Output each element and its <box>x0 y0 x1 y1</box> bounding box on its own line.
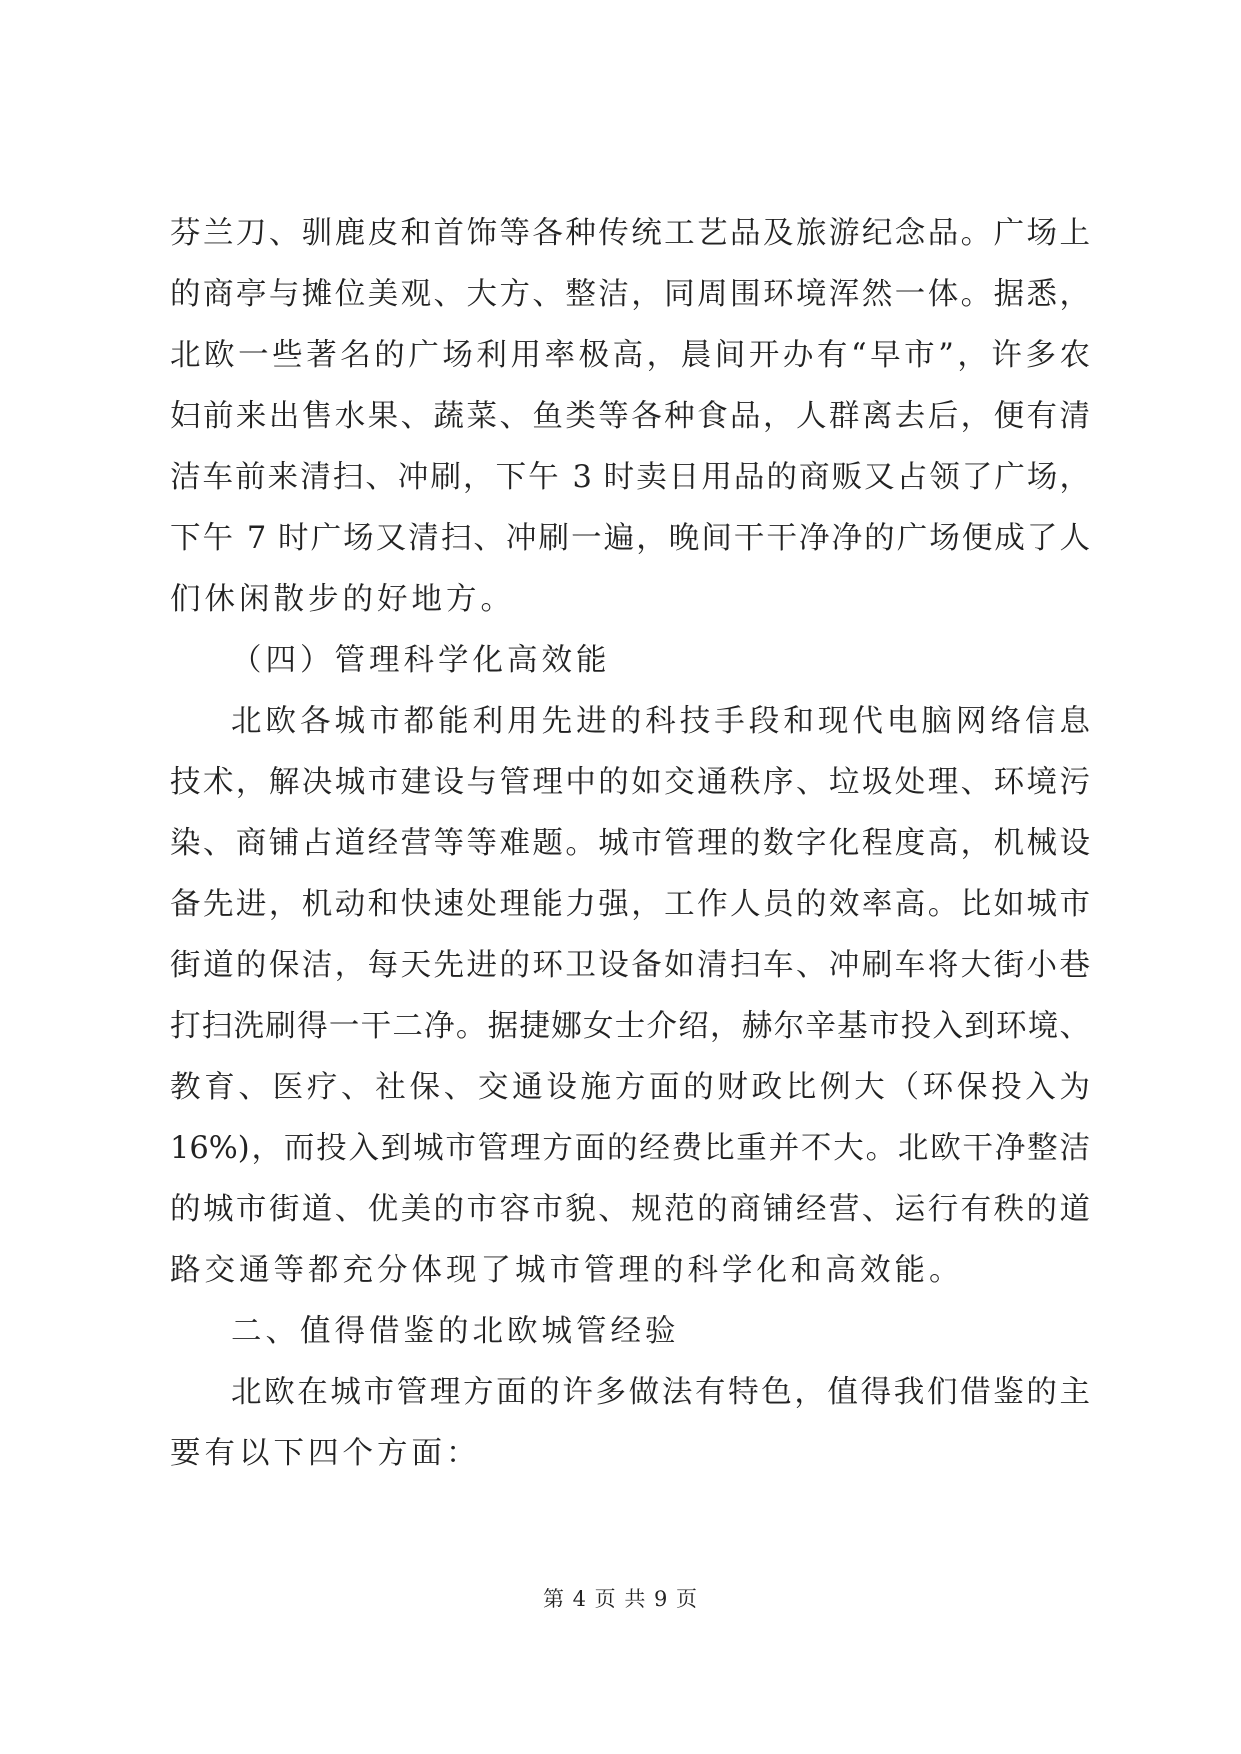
text-line: （四）管理科学化高效能 <box>231 643 611 678</box>
text-line: 北欧各城市都能利用先进的科技手段和现代电脑网络信息 <box>231 704 1090 739</box>
text-line: 洁车前来清扫、冲刷，下午 3 时卖日用品的商贩又占领了广场， <box>170 460 1090 495</box>
text-line: 打扫洗刷得一干二净。据捷娜女士介绍，赫尔辛基市投入到环境、 <box>170 1009 1090 1044</box>
text-line: 的商亭与摊位美观、大方、整洁，同周围环境浑然一体。据悉， <box>170 277 1090 312</box>
text-line: 备先进，机动和快速处理能力强，工作人员的效率高。比如城市 <box>170 887 1090 922</box>
page-footer: 第 4 页 共 9 页 <box>542 1587 699 1611</box>
text-line: 的城市街道、优美的市容市貌、规范的商铺经营、运行有秩的道 <box>170 1192 1090 1227</box>
text-line: 下午 7 时广场又清扫、冲刷一遍，晚间干干净净的广场便成了人 <box>170 521 1090 556</box>
text-line: 路交通等都充分体现了城市管理的科学化和高效能。 <box>170 1253 964 1288</box>
text-line: 技术，解决城市建设与管理中的如交通秩序、垃圾处理、环境污 <box>170 765 1090 800</box>
text-line: 要有以下四个方面： <box>170 1436 481 1471</box>
text-line: 北欧在城市管理方面的许多做法有特色，值得我们借鉴的主 <box>231 1375 1090 1410</box>
body-text <box>170 203 1090 1484</box>
text-line: 二、值得借鉴的北欧城管经验 <box>231 1314 680 1349</box>
text-line: 们休闲散步的好地方。 <box>170 582 515 617</box>
text-line: 芬兰刀、驯鹿皮和首饰等各种传统工艺品及旅游纪念品。广场上 <box>170 216 1090 251</box>
text-line: 教育、医疗、社保、交通设施方面的财政比例大（环保投入为 <box>170 1070 1090 1105</box>
text-line: 街道的保洁，每天先进的环卫设备如清扫车、冲刷车将大街小巷 <box>170 948 1090 983</box>
text-line: 北欧一些著名的广场利用率极高，晨间开办有“早市”，许多农 <box>170 338 1090 373</box>
text-line: 妇前来出售水果、蔬菜、鱼类等各种食品，人群离去后，便有清 <box>170 399 1090 434</box>
text-line: 16%)，而投入到城市管理方面的经费比重并不大。北欧干净整洁 <box>170 1131 1090 1166</box>
text-line: 染、商铺占道经营等等难题。城市管理的数字化程度高，机械设 <box>170 826 1090 861</box>
